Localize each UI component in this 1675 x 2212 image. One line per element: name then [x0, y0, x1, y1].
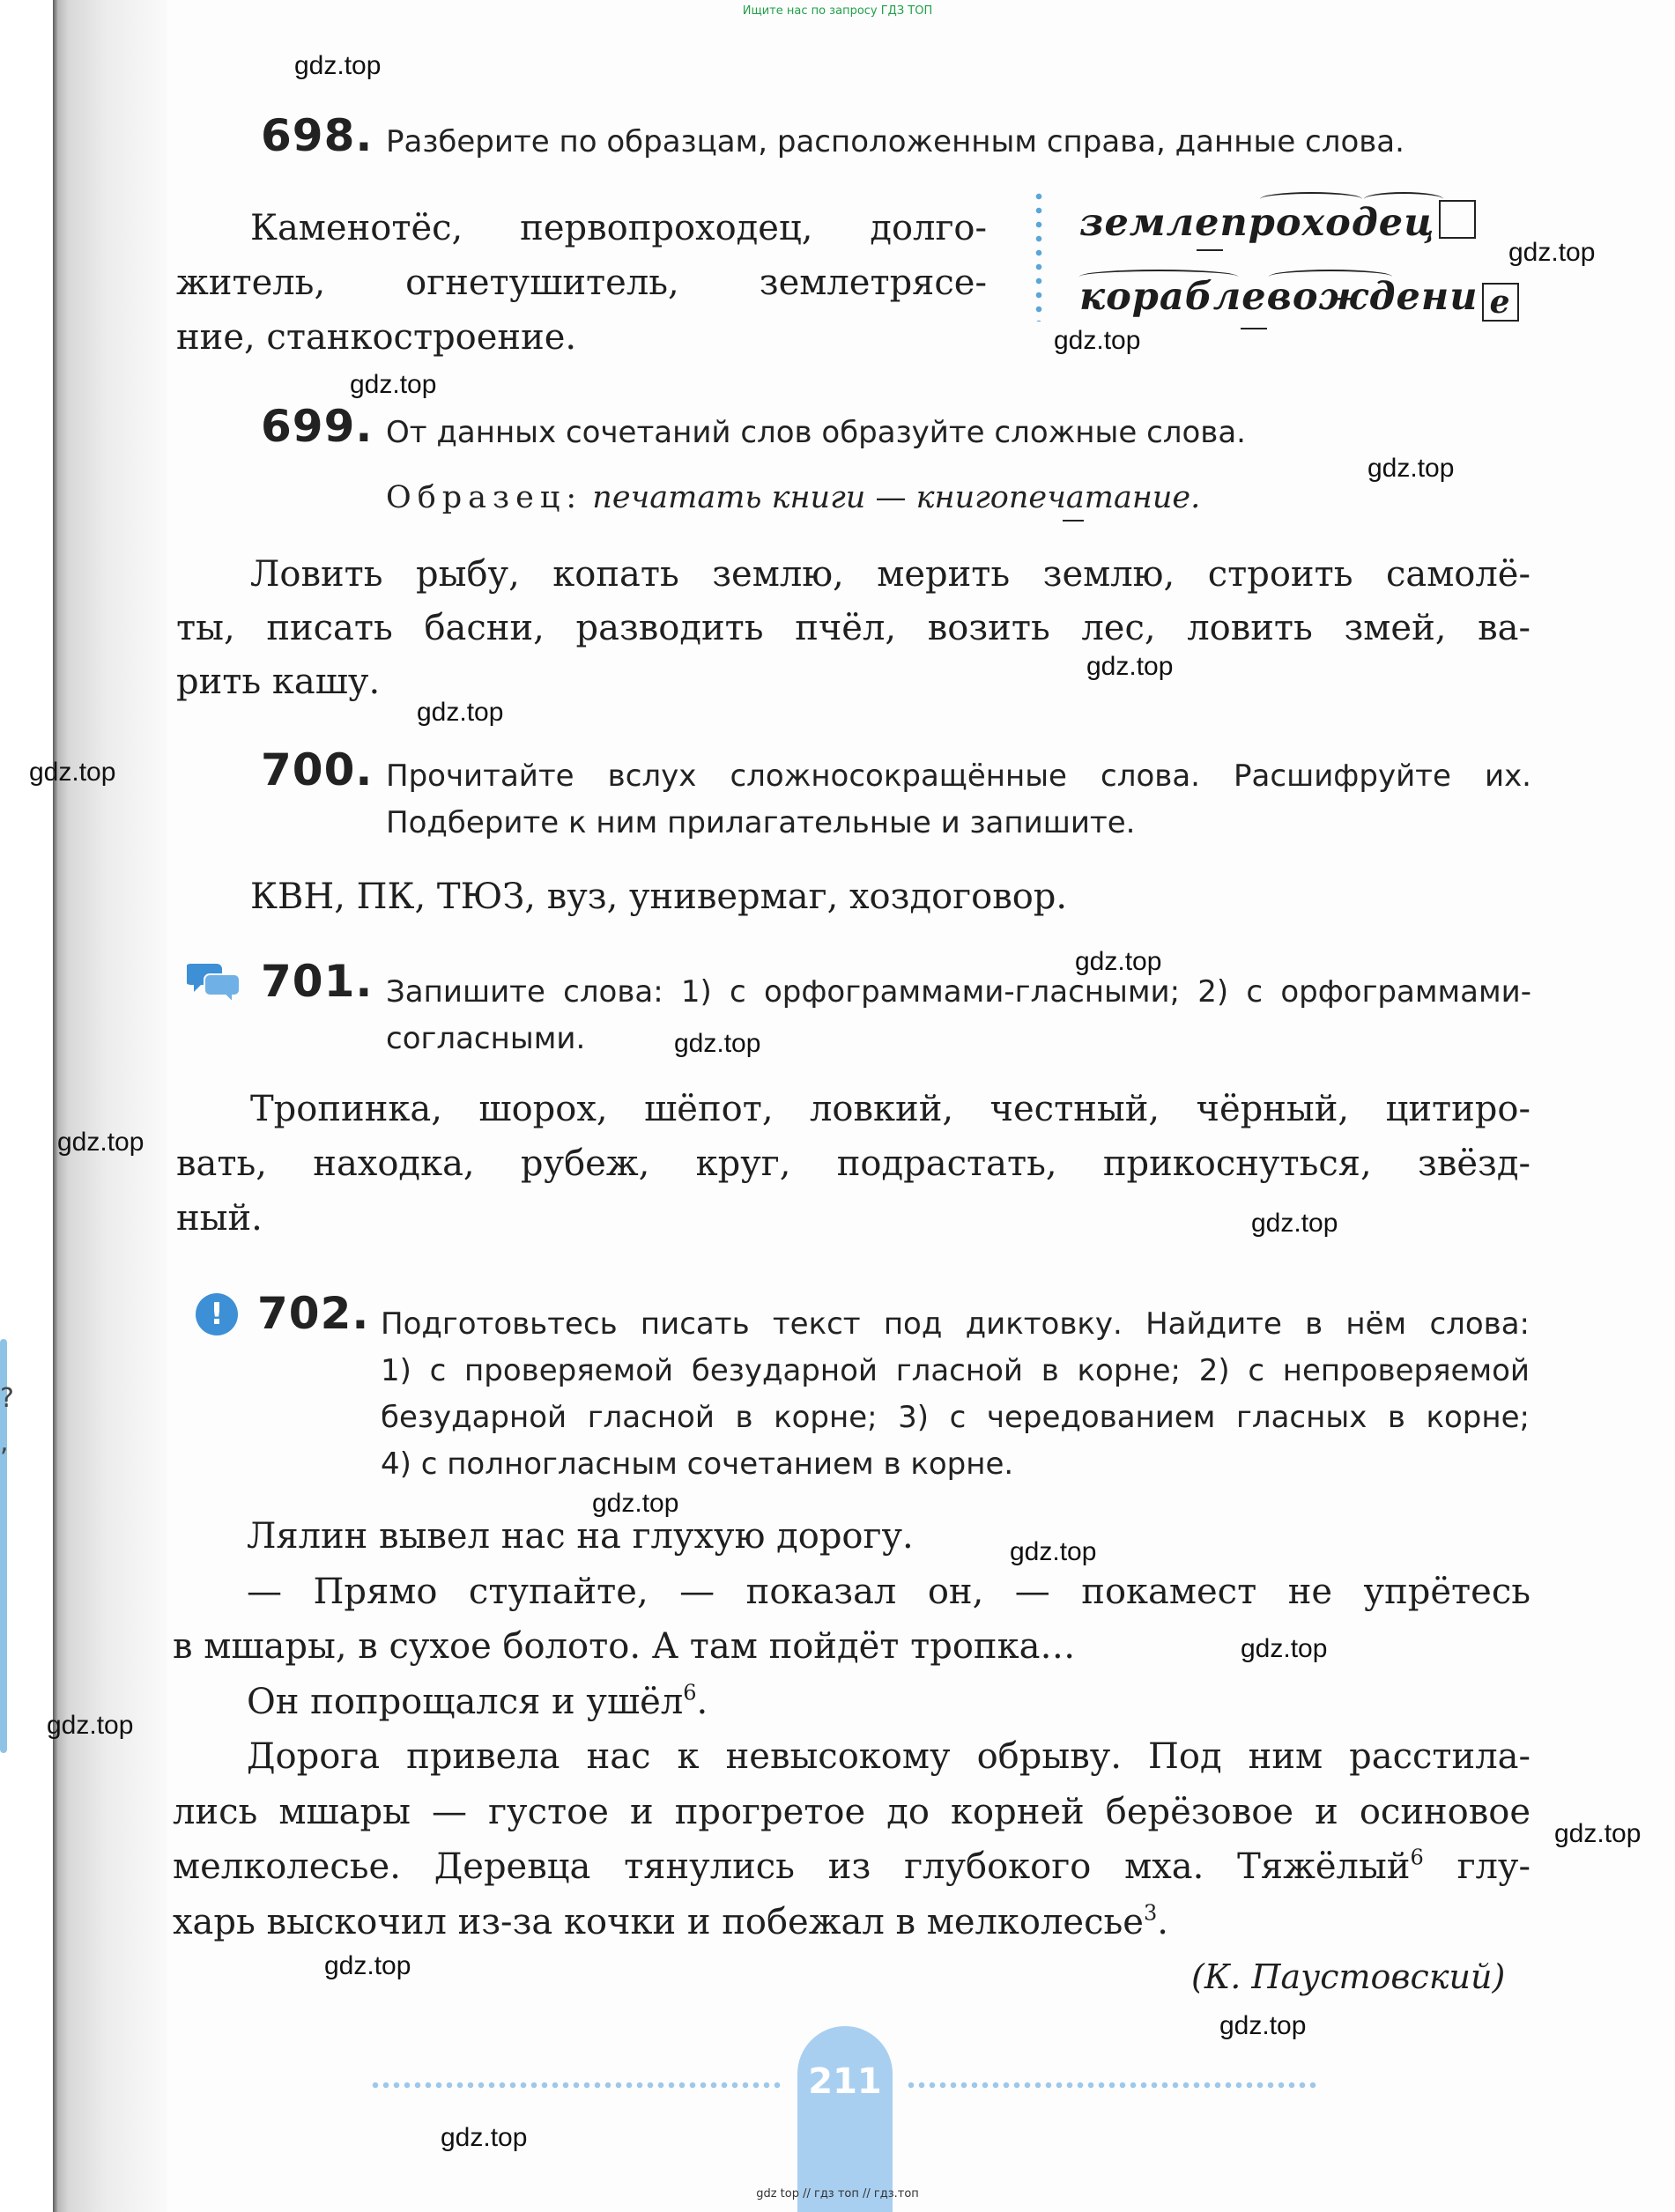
exclamation-icon: ! — [196, 1293, 238, 1335]
text-fragment: Он попрощался и ушёл — [247, 1681, 684, 1722]
text-line: ный. — [176, 1198, 263, 1239]
instruction-line: Прочитайте вслух сложносокращённые слова. Расшифруйте их. — [386, 758, 1531, 794]
header-note: Ищите нас по запросу ГДЗ ТОП — [742, 4, 933, 18]
sample-label: Образец: — [386, 480, 583, 515]
exercise-number: 702. — [257, 1288, 370, 1339]
dictation-text — [173, 1509, 1530, 1949]
model-word: кораблевождени — [1079, 275, 1479, 319]
root-arc — [1260, 192, 1362, 206]
exercise-instruction — [386, 753, 1531, 847]
watermark: gdz.top — [294, 51, 382, 80]
text-line: лись мшары — густое и прогретое до корней берёзовое и осиновое — [173, 1791, 1530, 1832]
watermark: gdz.top — [1075, 947, 1162, 976]
text-line: — Прямо ступайте, — показал он, — покамест не упрётесь — [247, 1571, 1530, 1612]
watermark: gdz.top — [1367, 454, 1455, 483]
book-spine-shadow — [53, 0, 167, 2212]
instruction-line: безударной гласной в корне; 3) с чередованием гласных в корне; — [381, 1400, 1530, 1435]
watermark: gdz.top — [1251, 1209, 1338, 1238]
root-arc — [1269, 270, 1392, 284]
connecting-vowel-mark — [1063, 520, 1084, 522]
text-line — [173, 1895, 1530, 1950]
edge-mark: ? — [0, 1383, 14, 1414]
instruction-line: 1) с проверяемой безударной гласной в корне; 2) с непроверяемой — [381, 1353, 1530, 1388]
footnote-ref: 3 — [1143, 1899, 1158, 1925]
root-arc — [1079, 270, 1238, 284]
text-fragment: харь выскочил из-за кочки и побежал в мелколесье — [173, 1901, 1144, 1942]
connecting-vowel-mark — [1197, 249, 1223, 251]
text-fragment: . — [1157, 1901, 1168, 1942]
watermark: gdz.top — [29, 758, 116, 787]
ending-box: е — [1482, 283, 1519, 322]
text-line: ние, станкостроение. — [176, 317, 577, 358]
exercise-number: 700. — [261, 744, 374, 795]
exercise-number: 701. — [261, 956, 374, 1007]
watermark: gdz.top — [47, 1711, 134, 1740]
text-fragment: мелколесье. Деревца тянулись из глубокого мха. Тяжёлый — [173, 1846, 1411, 1887]
text-line — [173, 1675, 1530, 1730]
footnote-ref: 6 — [1410, 1845, 1424, 1870]
instruction-line: согласными. — [386, 1021, 586, 1056]
watermark: gdz.top — [1219, 2011, 1307, 2040]
exercise-number: 698. — [261, 110, 374, 161]
text-line: Ловить рыбу, копать землю, мерить землю, строить самолё- — [250, 554, 1530, 595]
author-attribution: (К. Паустовский) — [1191, 1957, 1506, 1996]
text-line: вать, находка, рубеж, круг, подрастать, прикоснуться, звёзд- — [176, 1143, 1530, 1184]
text-line — [173, 1839, 1530, 1895]
text-fragment: . — [696, 1681, 708, 1722]
watermark: gdz.top — [1086, 652, 1174, 681]
text-line: ты, писать басни, разводить пчёл, возить лес, ловить змей, ва- — [176, 608, 1530, 648]
instruction-line: Подберите к ним прилагательные и запишите. — [386, 805, 1136, 840]
instruction-line: 4) с полногласным сочетанием в корне. — [381, 1446, 1014, 1482]
watermark: gdz.top — [1508, 238, 1596, 267]
text-line: Каменотёс, первопроходец, долго- — [250, 208, 987, 248]
sample-dash: — — [875, 480, 907, 515]
exercise-instruction — [386, 969, 1531, 1062]
exercise-text — [176, 1082, 1530, 1246]
edge-mark: , — [0, 1427, 9, 1458]
dotted-separator — [1035, 189, 1042, 322]
suffix-arc — [1364, 192, 1443, 206]
sample-phrase: печатать книги — [592, 480, 866, 515]
instruction-line: Запишите слова: 1) с орфограммами-гласными; 2) с орфограммами- — [386, 974, 1531, 1010]
exercise-instruction — [381, 1301, 1530, 1488]
page-number: 211 — [808, 2061, 882, 2102]
watermark: gdz.top — [324, 1951, 411, 1980]
text-line: Лялин вывел нас на глухую дорогу. — [247, 1516, 914, 1557]
footnote-ref: 6 — [683, 1679, 697, 1705]
exercise-text — [176, 201, 987, 365]
watermark: gdz.top — [674, 1029, 761, 1058]
text-line: Дорога привела нас к невысокому обрыву. Под ним расстила- — [247, 1736, 1530, 1777]
text-line: рить кашу. — [176, 662, 381, 702]
text-line: житель, огнетушитель, землетрясе- — [176, 263, 987, 303]
watermark: gdz.top — [350, 370, 437, 399]
watermark: gdz.top — [441, 2123, 528, 2152]
text-fragment: глу- — [1423, 1846, 1530, 1887]
exercise-text: КВН, ПК, ТЮЗ, вуз, универмаг, хоздоговор. — [250, 877, 1068, 917]
watermark: gdz.top — [1554, 1819, 1642, 1848]
connecting-vowel-mark — [1241, 328, 1267, 329]
word-model-1 — [1079, 200, 1476, 245]
page-dots-left — [370, 2081, 784, 2090]
watermark: gdz.top — [1010, 1537, 1097, 1566]
text-line: в мшары, в сухое болото. А там пойдёт тропка… — [173, 1626, 1076, 1667]
text-line: Тропинка, шорох, шёпот, ловкий, честный, чёрный, цитиро- — [250, 1089, 1530, 1129]
watermark: gdz.top — [1054, 326, 1141, 355]
watermark: gdz.top — [592, 1489, 679, 1518]
page-margin — [0, 0, 53, 2212]
exercise-instruction: Разберите по образцам, расположенным справа, данные слова. — [386, 124, 1404, 159]
exercise-text — [176, 548, 1530, 709]
chat-bubbles-icon — [187, 958, 241, 1002]
sample-result: книгопечатание. — [915, 480, 1201, 515]
model-word: землепроходец — [1079, 201, 1435, 245]
watermark: gdz.top — [57, 1128, 145, 1157]
footer-note: gdz top // гдз топ // гдз.топ — [756, 2187, 919, 2201]
page-dots-right — [906, 2081, 1320, 2090]
watermark: gdz.top — [417, 698, 504, 727]
zero-ending-box — [1439, 200, 1476, 239]
watermark: gdz.top — [1241, 1634, 1328, 1663]
sample-line — [386, 480, 1200, 515]
exercise-number: 699. — [261, 401, 374, 452]
instruction-line: Подготовьтесь писать текст под диктовку. Найдите в нём слова: — [381, 1306, 1530, 1342]
exercise-instruction: От данных сочетаний слов образуйте сложные слова. — [386, 415, 1246, 450]
page-number-tab — [797, 2026, 893, 2212]
